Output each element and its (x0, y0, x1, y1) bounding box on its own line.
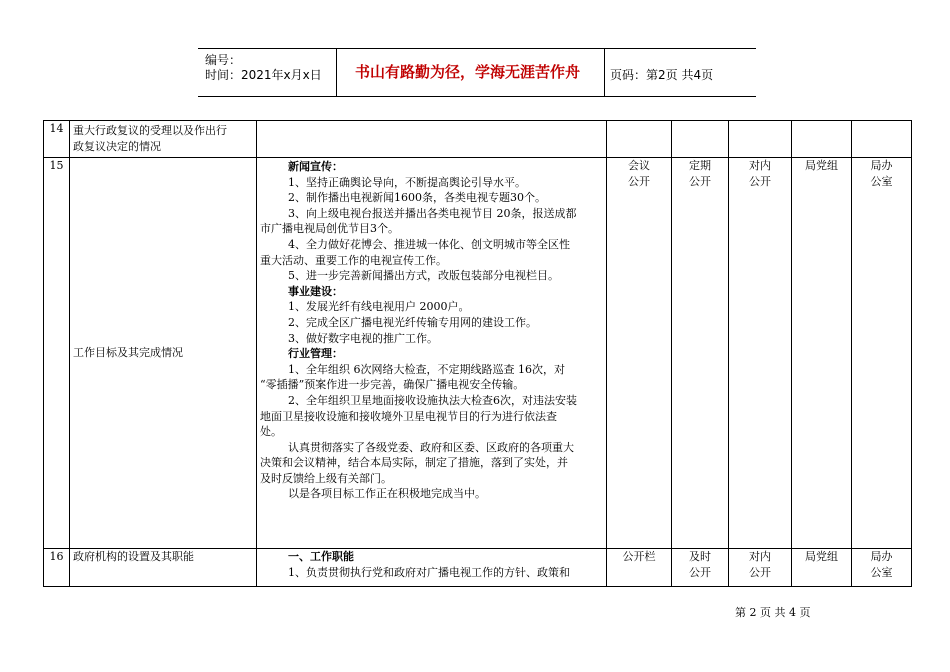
disclosure-table (43, 120, 912, 587)
cell-line: 局办 (870, 159, 893, 172)
cell-line: 公室 (870, 565, 893, 579)
row-timing (672, 121, 729, 158)
content-line: 1、负责贯彻执行党和政府对广播电视工作的方针、政策和 (288, 565, 570, 579)
header-bottom-rule (198, 96, 756, 97)
header-top-rule (198, 48, 756, 49)
content-line: 1、坚持正确舆论导向，不断提高舆论引导水平。 (288, 175, 526, 189)
content-line: 处。 (260, 425, 282, 439)
cell-line: 局办 (870, 550, 893, 563)
content-line: 2、全年组织卫星地面接收设施执法大检查6次，对违法安装 (288, 393, 577, 407)
row-item (70, 121, 257, 158)
content-line: 重大活动、重要工作的电视宣传工作。 (260, 253, 447, 267)
content-line: 2、制作播出电视新闻1600条，各类电视专题30个。 (288, 191, 546, 205)
cell-line: 会议 (628, 159, 650, 172)
row-responsible (852, 158, 912, 549)
header-page-info: 页码：第2页 共4页 (610, 68, 714, 82)
row-method (607, 121, 672, 158)
cell-line: 及时 (689, 550, 711, 563)
cell-line: 公开 (749, 174, 771, 188)
cell-line: 公开 (689, 174, 711, 188)
page-footer: 第 2 页 共 4 页 (735, 606, 811, 619)
cell-line: 公室 (870, 174, 893, 188)
row-responsible (852, 549, 912, 587)
document-number-label: 编号： (205, 53, 242, 67)
row-scope (729, 121, 792, 158)
row-number: 16 (44, 549, 70, 587)
content-line: 认真贯彻落实了各级党委、政府和区委、区政府的各项重大 (288, 440, 574, 454)
content-line: 及时反馈给上级有关部门。 (260, 471, 392, 485)
row-approver: 局党组 (792, 549, 852, 587)
section-career-title: 事业建设： (288, 284, 343, 298)
row-content (257, 158, 607, 549)
content-line: 2、完成全区广播电视光纤传输专用网的建设工作。 (288, 315, 537, 329)
table-row-16 (44, 549, 912, 587)
row-item: 政府机构的设置及其职能 (70, 549, 257, 587)
row-item: 工作目标及其完成情况 (70, 158, 257, 549)
content-line: 决策和会议精神，结合本局实际，制定了措施，落到了实处，并 (260, 456, 568, 470)
content-line: 以是各项目标工作正在积极地完成当中。 (288, 487, 486, 501)
row-number: 14 (44, 121, 70, 158)
header-divider-left (336, 48, 337, 96)
section-duties-title: 一、工作职能 (288, 550, 354, 563)
row-number: 15 (44, 158, 70, 549)
section-news-title: 新闻宣传： (288, 160, 343, 173)
content-line: 4、全力做好花博会、推进城一体化、创文明城市等全区性 (288, 237, 570, 251)
row-method (607, 158, 672, 549)
content-line: 5、进一步完善新闻播出方式，改版包装部分电视栏目。 (288, 269, 559, 283)
header-slogan: 书山有路勤为径，学海无涯苦作舟 (355, 63, 581, 81)
cell-line: 公开 (628, 174, 650, 188)
table-row-14 (44, 121, 912, 158)
content-line: “零插播”预案作进一步完善，确保广播电视安全传输。 (260, 378, 525, 392)
row-timing (672, 549, 729, 587)
content-line: 1、全年组织 6次网络大检查，不定期线路巡查 16次，对 (288, 362, 565, 376)
row-timing (672, 158, 729, 549)
row-approver (792, 121, 852, 158)
content-line: 地面卫星接收设施和接收境外卫星电视节目的行为进行依法查 (260, 409, 557, 423)
content-line: 3、向上级电视台报送并播出各类电视节目 20条，报送成都 (288, 206, 577, 220)
cell-line: 定期 (689, 159, 711, 172)
table-row-15 (44, 158, 912, 549)
cell-line: 公开 (689, 565, 711, 579)
row-approver: 局党组 (792, 158, 852, 549)
cell-line: 对内 (749, 159, 771, 172)
content-line: 1、发展光纤有线电视用户 2000户。 (288, 300, 470, 314)
row-content (257, 549, 607, 587)
document-date: 时间：2021年x月x日 (205, 68, 322, 82)
header-divider-right (604, 48, 605, 96)
cell-line: 对内 (749, 550, 771, 563)
row-item-line: 政复议决定的情况 (73, 139, 161, 153)
row-scope (729, 158, 792, 549)
section-industry-title: 行业管理： (288, 347, 343, 361)
row-item-line: 重大行政复议的受理以及作出行 (73, 124, 227, 137)
row-responsible (852, 121, 912, 158)
row-scope (729, 549, 792, 587)
row-content (257, 121, 607, 158)
row-method: 公开栏 (607, 549, 672, 587)
cell-line: 公开 (749, 565, 771, 579)
content-line: 3、做好数字电视的推广工作。 (288, 331, 438, 345)
content-line: 市广播电视局创优节目3个。 (260, 222, 399, 236)
